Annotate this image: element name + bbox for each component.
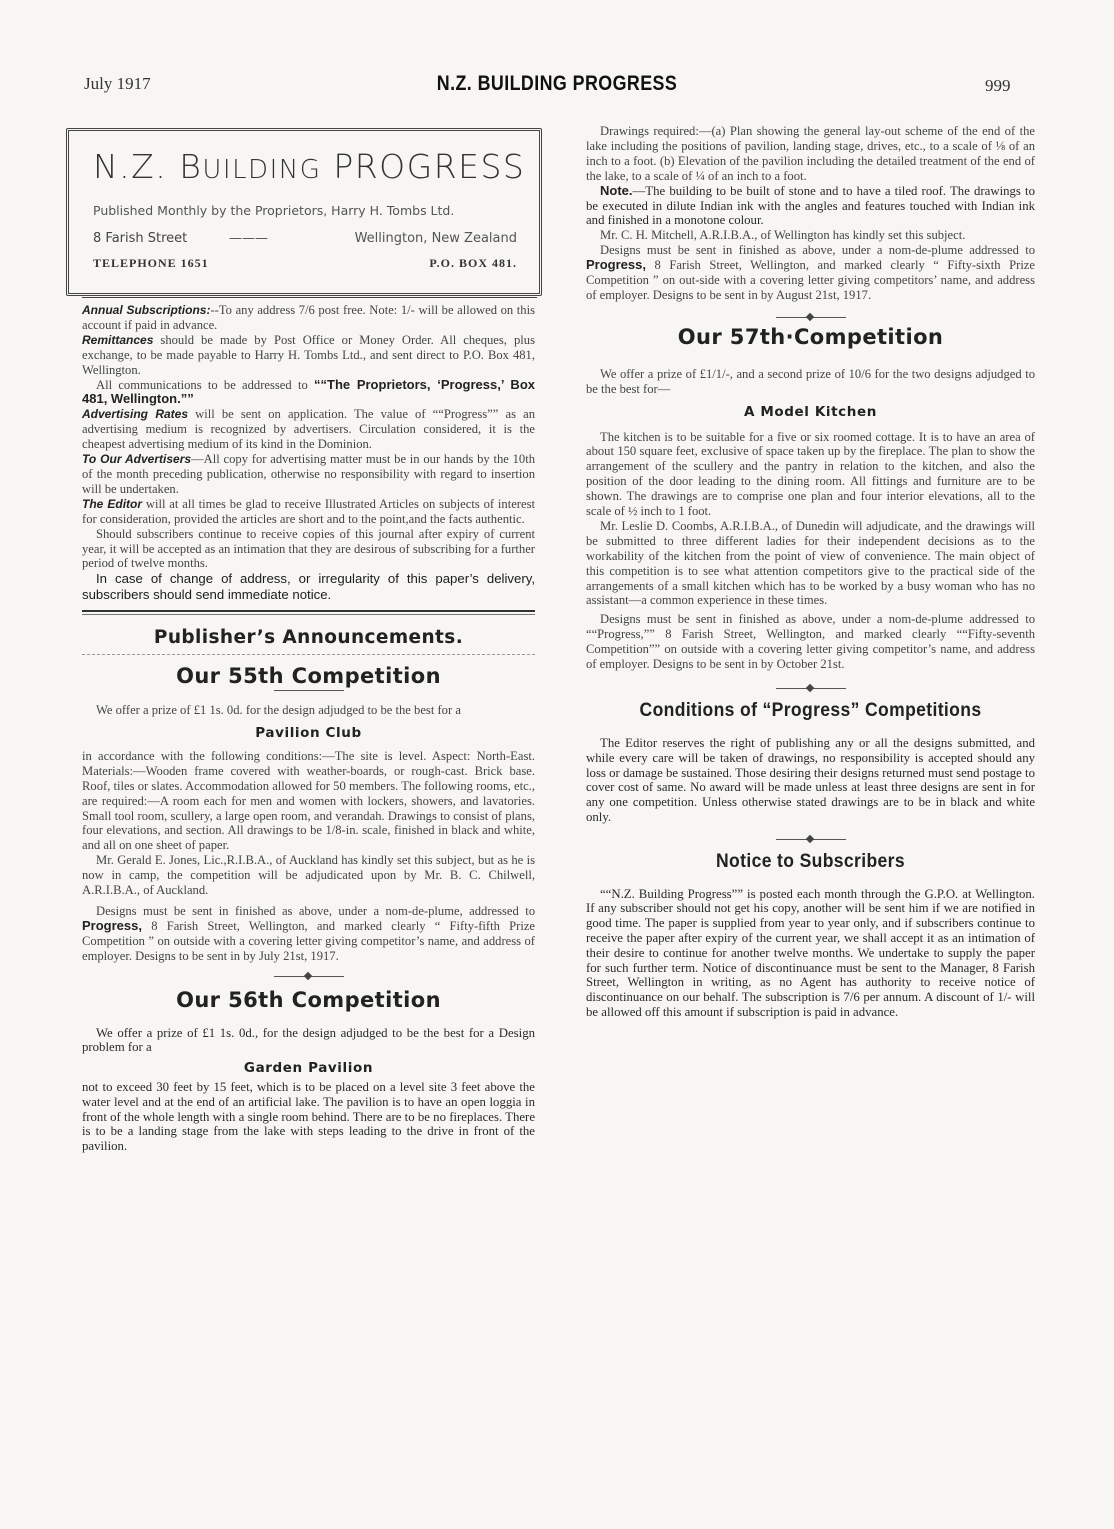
masthead-telephone: TELEPHONE 1651	[93, 256, 209, 270]
competition-55-conditions: in accordance with the following conditions:—The site is level. Aspect: North-East. Materials:—Wooden frame covered with weather-boards, or rough-cast. Brick base. Roof, tiles or slates. Accommodation allowed for 50 members. The following rooms, etc., are required:—A room each for men and women with lockers, showers, and lavatories. Small tool room, scullery, a large open room, and verandah. Drawings to consist of plans, four elevations, and section. All drawings to be 1/8-in. scale, finished in black and white, and all on one sheet of paper.	[82, 748, 535, 853]
communications-paragraph: All communications to be addressed to ““The Proprietors, ‘Progress,’ Box 481, Wellington.””	[82, 376, 535, 407]
conditions-paragraph: The Editor reserves the right of publishing any or all the designs submitted, and while every care will be taken of drawings, no responsibility is accepted should any loss or damage be sustained. Those desiring their designs returned must send postage to cover cost of same. No award will be made unless at least three designs are sent in for any one competition. Unless otherwise stated drawings are to be in black and white only.	[586, 735, 1035, 824]
competition-56-offer: We offer a prize of £1 1s. 0d., for the design adjudged to be the best for a Design problem for a	[82, 1025, 535, 1055]
competition-57-adjudicator: Mr. Leslie D. Coombs, A.R.I.B.A., of Dunedin will adjudicate, and the drawings will be submitted to three different ladies for their independent decisions as to the workability of the kitchen from the point of view of convenience. The main object of this competition is to see what attention competitors give to the practical side of the arrangements of a small kitchen which has to be worked by a busy woman who has no assistant—a common experience in these times.	[586, 518, 1035, 608]
masthead-po-box: P.O. BOX 481.	[429, 256, 517, 270]
masthead-publisher: Published Monthly by the Proprietors, Harry H. Tombs Ltd.	[93, 203, 455, 218]
masthead-dash: ———	[229, 231, 268, 246]
page-date: July 1917	[84, 74, 151, 93]
competition-56-setter: Mr. C. H. Mitchell, A.R.I.B.A., of Wellington has kindly set this subject.	[600, 228, 966, 243]
change-address-paragraph: In case of change of address, or irregularity of this paper’s delivery, subscribers should send immediate notice.	[82, 571, 535, 602]
masthead-city: Wellington, New Zealand	[354, 231, 517, 246]
competition-57-offer: We offer a prize of £1/1/-, and a second prize of 10/6 for the two designs adjudged to be the best for—	[586, 366, 1035, 396]
masthead-rule	[82, 297, 537, 298]
subscriptions-paragraph: Annual Subscriptions:--To any address 7/6 post free. Note: 1/- will be allowed on this account if paid in advance.	[82, 303, 535, 332]
notice-subscribers-paragraph: ““N.Z. Building Progress”” is posted each month through the G.P.O. at Wellington. If any subscriber should not get his copy, another will be sent him if we are notified in good time. The paper is supplied from year to year only, and if subscribers continue to receive the paper after expiry of the current year, we shall accept it as an intimation of their desire to continue for another twelve months. We undertake to supply the paper for such further term. Notice of discontinuance must be sent to the Manager, 8 Farish Street, Wellington in writing, as no Agent has authority to receive notice of discontinuance on our behalf. The subscription is 7/6 per annum. A discount of 1/- will be allowed off this amount if subscription is paid in advance.	[586, 886, 1035, 1019]
competition-55-subject: Pavilion Club	[255, 725, 362, 742]
section-rule-thin	[82, 614, 535, 615]
competition-56-subject: Garden Pavilion	[243, 1060, 374, 1077]
section-rule	[82, 610, 535, 612]
competition-55-heading: Our 55th Competition	[176, 664, 441, 689]
remittances-paragraph: Remittances should be made by Post Office or Money Order. All cheques, plus exchange, to be made payable to Harry H. Tombs Ltd., and sent direct to P.O. Box 481, Wellington.	[82, 332, 535, 377]
competition-55-offer: We offer a prize of £1 1s. 0d. for the design adjudged to be the best for a	[96, 703, 461, 718]
conditions-heading: Conditions of “Progress” Competitions	[639, 699, 982, 721]
separator-ornament	[776, 317, 846, 318]
competition-55-submission: Designs must be sent in finished as above, under a nom-de-plume, addressed to Progress, 8 Farish Street, Wellington, and marked clearly “ Fifty-fifth Prize Competition ” on outside with a covering letter giving competitor’s name, and address of employer. Designs to be sent in by July 21st, 1917.	[82, 904, 535, 963]
running-title: N.Z. BUILDING PROGRESS	[436, 72, 678, 95]
competition-56-drawings: Drawings required:—(a) Plan showing the general lay-out scheme of the end of the lake including the positions of pavilion, landing stage, drives, etc., to a scale of ⅛ of an inch to a foot. (b) Elevation of the pavilion including the detailed treatment of the end of the lake, to a scale of ¼ of an inch to a foot.	[586, 124, 1035, 183]
should-paragraph: Should subscribers continue to receive copies of this journal after expiry of current year, it will be accepted as an intimation that they are desirous of subscribing for a further period of twelve months.	[82, 526, 535, 571]
competition-57-heading: Our 57th·Competition	[677, 324, 944, 349]
publishers-announcements-heading: Publisher’s Announcements.	[153, 627, 464, 649]
advertisers-paragraph: To Our Advertisers—All copy for advertising matter must be in our hands by the 10th of the month preceding publication, otherwise no responsibility with regard to insertion will be undertaken.	[82, 452, 535, 496]
competition-57-conditions: The kitchen is to be suitable for a five or six roomed cottage. It is to have an area of about 150 square feet, exclusive of space taken up by the fireplace. The plan to show the arrangement of the scullery and the pantry in relation to the kitchen, and also the position of the door leading to the dining room. All fittings and furniture are to be shown. The drawings are to comprise one plan and four interior elevations, all to the scale of ½ inch to 1 foot.	[586, 429, 1035, 519]
competition-56-heading: Our 56th Competition	[176, 987, 441, 1012]
masthead-street: 8 Farish Street	[93, 231, 188, 246]
editor-paragraph: The Editor will at all times be glad to receive Illustrated Articles on subjects of interest for consideration, provided the articles are short and to the point,and the facts authentic.	[82, 496, 535, 526]
competition-56-conditions: not to exceed 30 feet by 15 feet, which is to be placed on a level site 3 feet above the water level and at the end of an artificial lake. The pavilion is to have an open loggia in front of the whole length with a single room behind. There are to be no fireplaces. There is to be a landing stage from the lake with steps leading to the drive in front of the pavilion.	[82, 1080, 535, 1154]
competition-57-submission: Designs must be sent in finished as above, under a nom-de-plume addressed to ““Progress,”” 8 Farish Street, Wellington, and marked clearly ““Fifty-seventh Competition”” on outside with a covering letter giving competitor’s name, and address of employer. Designs to be sent in by October 21st.	[586, 612, 1035, 672]
competition-57-subject: A Model Kitchen	[744, 403, 877, 420]
separator-ornament	[274, 976, 344, 977]
masthead-box	[66, 128, 542, 296]
separator-ornament	[776, 839, 846, 840]
competition-56-submission: Designs must be sent in finished as above, under a nom-de-plume addressed to Progress, 8 Farish Street, Wellington, and marked clearly “ Fifty-sixth Prize Competition ” on out-side with a covering letter giving competitors’ name, and address of employer. Designs to be sent in by August 21st, 1917.	[586, 243, 1035, 302]
right-column	[586, 124, 1035, 1020]
masthead-title: N.Z. BUILDING PROGRESS	[93, 147, 526, 186]
page-number: 999	[985, 76, 1011, 95]
separator-ornament	[776, 688, 846, 689]
announcements-rule	[82, 654, 535, 655]
competition-56-note: Note.—The building to be built of stone and to have a tiled roof. The drawings to be executed in dilute Indian ink with the angles and features touched with Indian ink and finished in a monotone colour.	[586, 182, 1035, 228]
competition-55-adjudicator: Mr. Gerald E. Jones, Lic.,R.I.B.A., of Auckland has kindly set this subject, but as he is now in camp, the competition will be adjudicated upon by Mr. B. C. Chilwell, A.R.I.B.A., of Auckland.	[82, 853, 535, 898]
notice-subscribers-heading: Notice to Subscribers	[716, 849, 905, 872]
separator	[274, 690, 344, 691]
left-column	[82, 303, 535, 1154]
advertising-paragraph: Advertising Rates will be sent on application. The value of ““Progress”” as an advertising medium is recognized by advertisers. Circulation considered, it is the cheapest advertising medium of its kind in the Dominion.	[82, 407, 535, 452]
